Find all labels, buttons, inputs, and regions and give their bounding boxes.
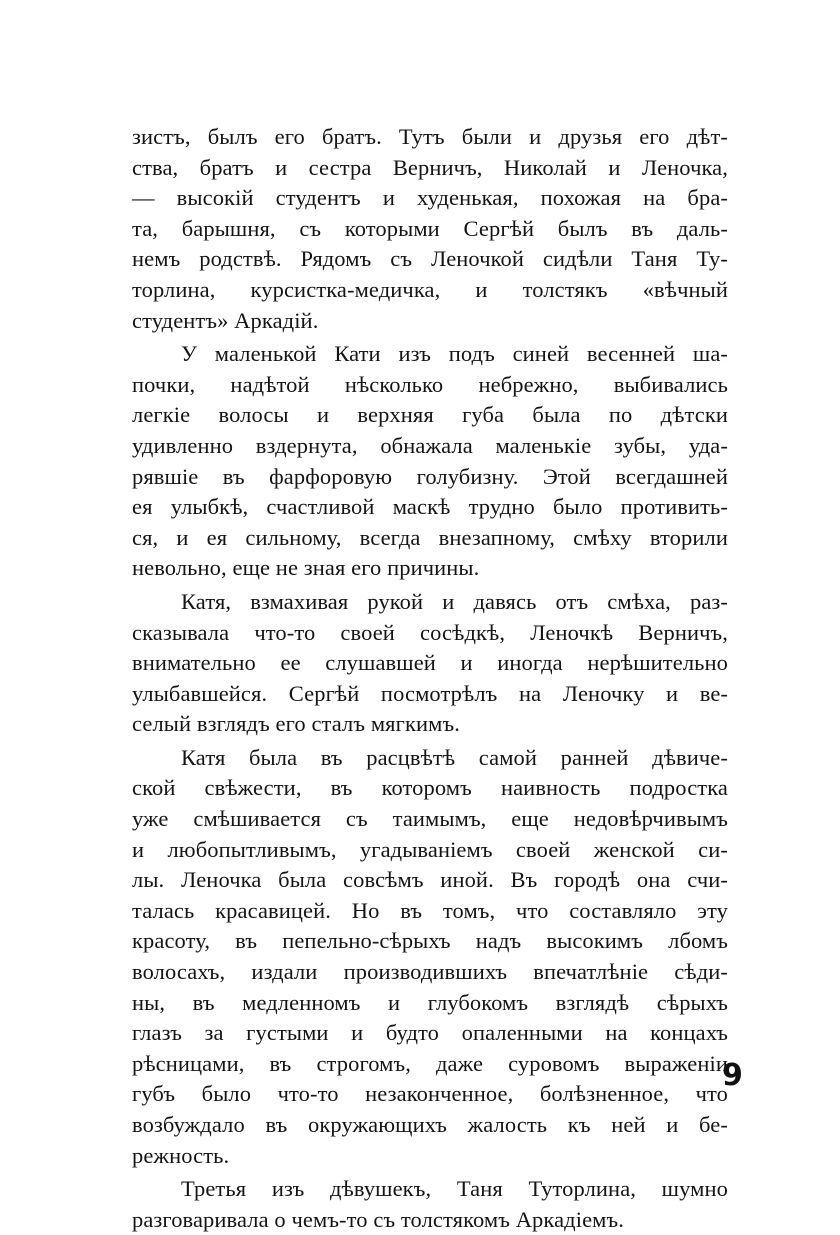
text-line: и любопытливымъ, угадываніемъ своей женской си- (132, 836, 728, 862)
text-line: та, барышня, съ которыми Сергѣй былъ въ даль- (132, 215, 728, 241)
text-line: — высокій студентъ и худенькая, похожая на бра- (132, 185, 728, 211)
text-line: губъ было что-то незаконченное, болѣзненное, что (132, 1081, 728, 1107)
text-line: Третья изъ дѣвушекъ, Таня Туторлина, шумно (181, 1176, 728, 1202)
text-line: селый взглядъ его сталъ мягкимъ. (132, 711, 460, 737)
text-line: ны, въ медленномъ и глубокомъ взглядѣ сѣрыхъ (132, 989, 728, 1015)
text-line: невольно, еще не зная его причины. (132, 555, 480, 581)
text-line: глазъ за густыми и будто опаленными на концахъ (132, 1020, 728, 1046)
text-line: сказывала что-то своей сосѣдкѣ, Леночкѣ Верничъ, (132, 619, 728, 645)
page-number: 9 (722, 1058, 743, 1093)
text-line: рѣсницами, въ строгомъ, даже суровомъ выраженіи (132, 1050, 728, 1076)
text-line: легкіе волосы и верхняя губа была по дѣтски (132, 402, 728, 428)
text-line: уже смѣшивается съ таимымъ, еще недовѣрчивымъ (132, 806, 728, 832)
text-line: возбуждало въ окружающихъ жалость къ ней и бе- (132, 1112, 728, 1137)
text-line: Катя была въ расцвѣтѣ самой ранней дѣвиче- (181, 744, 728, 770)
text-line: студентъ» Аркадій. (132, 307, 319, 333)
text-line: ства, братъ и сестра Верничъ, Николай и Леночка, (132, 154, 728, 180)
text-line: режность. (132, 1142, 230, 1168)
text-line: почки, надѣтой нѣсколько небрежно, выбивались (132, 371, 728, 397)
text-line: волосахъ, издали производившихъ впечатлѣніе сѣди- (132, 959, 728, 985)
text-line: красоту, въ пепельно-сѣрыхъ надъ высокимъ лбомъ (132, 928, 728, 954)
text-line: талась красавицей. Но въ томъ, что составляло эту (132, 897, 728, 923)
text-line: ской свѣжести, въ которомъ наивность подростка (132, 775, 728, 801)
text-line: удивленно вздернута, обнажала маленькіе зубы, уда- (132, 432, 728, 458)
text-line: зистъ, былъ его братъ. Тутъ были и друзья его дѣт- (132, 124, 728, 149)
text-line: торлина, курсистка-медичка, и толстякъ «вѣчный (132, 276, 728, 302)
text-line: внимательно ее слушавшей и иногда нерѣшительно (132, 650, 728, 676)
text-line: разговаривала о чемъ-то съ толстякомъ Аркадіемъ. (132, 1206, 624, 1232)
body-text (132, 122, 728, 1235)
text-line: ея улыбкѣ, счастливой маскѣ трудно было противить- (132, 494, 728, 520)
text-line: улыбавшейся. Сергѣй посмотрѣлъ на Леночку и ве- (132, 680, 728, 706)
paragraph (132, 743, 728, 1171)
text-line: У маленькой Кати изъ подъ синей весенней ша- (181, 341, 728, 367)
text-line: ся, и ея сильному, всегда внезапному, смѣху вторили (132, 524, 728, 550)
text-line: Катя, взмахивая рукой и давясь отъ смѣха, раз- (181, 588, 728, 614)
paragraph (132, 122, 728, 336)
text-line: лы. Леночка была совсѣмъ иной. Въ городѣ она счи- (132, 867, 728, 893)
text-line: рявшіе въ фарфоровую голубизну. Этой всегдашней (132, 463, 728, 489)
paragraph (132, 587, 728, 740)
text-line: немъ родствѣ. Рядомъ съ Леночкой сидѣли Таня Ту- (132, 246, 728, 272)
paragraph (132, 339, 728, 584)
paragraph (132, 1174, 728, 1235)
